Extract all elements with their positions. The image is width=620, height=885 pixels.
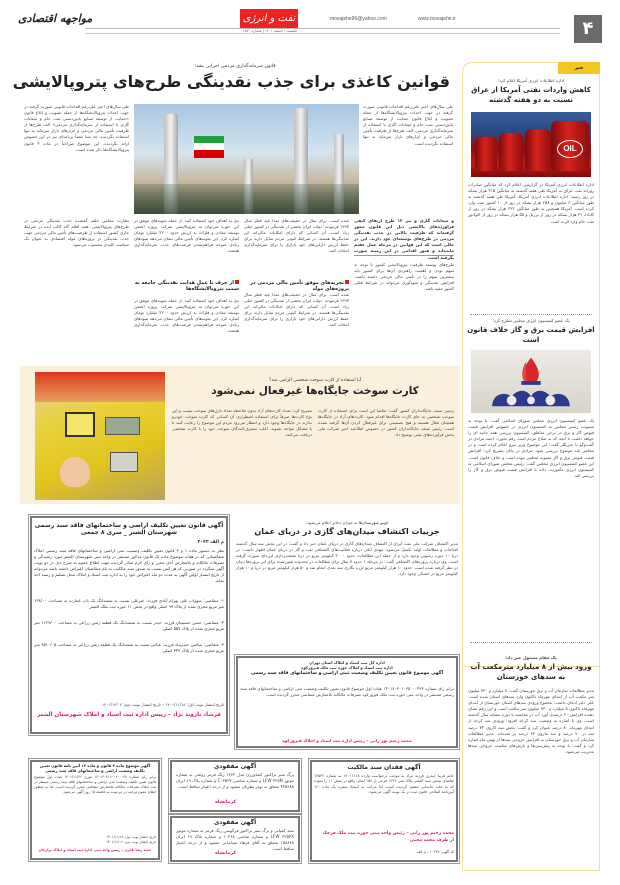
ad-main-item: ۳- متقاضی: بنیامین حیدرپناه فرزند: عباس نسبت به ششدانگ یک قطعه زمین زراعی به مساحت ۹۵۱۰/۰۵ متر مربع مجزی شده از پلاک ۷۴۹ اصلی <box>34 642 224 654</box>
ad-lost-sanad-code: کد آگهی: ۱۰۴۳۸ – م الف <box>416 850 454 854</box>
ad-lost-1-body: برگ سبز تراکتور کشاورزی مدل ۱۳۶۳ رنگ قرمز روغنی به شماره موتور LFW ۳۲۵N و شماره شاسی C۰۳۵۳۷ و شماره پلاک ۱۹ ایران ۴۴۵۳۸۸ متعلق به نوذر نظریان مفقود و از درجه اعتبار ساقط است. <box>176 772 294 790</box>
main-kicker: قانون سرمایه‌گذاری مردمی اجرایی نشد؛ <box>194 64 276 69</box>
main-col3: شده است. برای مثال در حقیقت‌های تمدا عید فطر سال ۱۳۹۷ فرمودند: دولت ایران بخشی از نقدینگی در کشور خیلی زیاد است. آن کسانی که دارای امکانات مالی‌اند این نقدینگی‌ها هستند. در شرایط کنونی مردم تمایل دارند برای حفظ ارزش دارایی‌های خود بازاری را برای سرمایه‌گذاری انتخاب کنند. <box>243 218 349 254</box>
main-col4: تیل به اهداف خود استفاده کنند. از جمله نمونه‌های موفق در این حوزه می‌توان به پتروپالایشی شرکت پروژه انجمن توسعه معادن و فلزات به ارزش حدود ۲۲۰۰ میلیارد تومان اشاره کرد. این نمونه‌های تأمین مالی نشان می‌دهد سودهای زیادی متوجه فراهم‌شدن فرصت‌های جذب سرمایه‌گذاری هستند. <box>134 218 239 254</box>
oman-headline[interactable]: جزییات اکتشاف میدان‌های گازی در دریای عمان <box>254 527 440 536</box>
ad-lost-1-city: کرمانشاه <box>215 800 236 805</box>
divider <box>470 314 592 315</box>
pump-display <box>65 412 95 437</box>
red-square-icon <box>345 280 349 284</box>
section-logo: نفت و انرژی <box>240 9 298 28</box>
ad-centre-org2: اداره ثبت اسناد و املاک حوزه ثبت ملک فیروزکوه <box>301 665 393 670</box>
story1-body: اداره اطلاعات انرژی آمریکا در گزارشی اعلام کرد که میانگین صادرات روزانه نفت عراق به آمریکا طی هفته گذشته به میانگین ۲۱۵ هزار بشکه در روز رسید. اداره اطلاعات انرژی آمریکا، آمریکا طی هفته گذشته به طور میانگین ۶ میلیون و ۲۵۸ هزار بشکه در روز از ۱۰ کشور نفت وارد کرده است. آمریکا همچنین به طور میانگین ۲۲۲ هزار بشکه در روز از کانادا، ۳۱ هزار بشکه در روز از برزیل و ۵۵ هزار بشکه در روز از اکوادور نفت خام وارد کرده است. <box>468 182 594 224</box>
story3-headline[interactable]: ورود بیش از ۸ میلیارد مترمکعب آب به سدهای خوزستان <box>470 663 592 681</box>
email-link[interactable]: movajehe96@yahoo.com <box>330 16 387 22</box>
main-right-body: طرح‌های توسعه ظرفیت پتروپالایشی کشور با توجه به سهم بودن و اهمیت راهبردی آن‌ها برای کشور باید بیشترین سهم را در تأمین مالی مردمی داشته باشند. افزایش نقدینگی و سودآوری می‌تواند در شرایط فعلی کشور مفید باشد. <box>354 262 454 292</box>
fuel-col1: رئیس صنف جایگاه‌داران کشور گفت: تقاضا این است برای استفاده از کارت سوخت شخصی به جای کارت جایگاه‌ها اقدام شود. کارت‌های آزاد در جایگاه‌ها همچنان فعال هستند و هیچ تصمیمی برای غیرفعال کردن آن‌ها گرفته نشده است. رئیس صنف جایگاه‌داران کشور در خصوص اطلاعیه اخیر شرکت ملی پخش فرآورده‌های نفتی توضیح داد. <box>318 408 454 438</box>
ad-main-item: ۱- متقاضی: سهراب علی بهرام آبادی فرزند: خیرعلی نسبت به ششدانگ یک باب عمارت به مساحت ۱۲۸/۰۰ متر مربع مجزی شده از پلاک ۹۷ اصلی واقع در بخش ۱۱ حوزه ثبت ملک الشتر <box>34 598 224 610</box>
barrel <box>475 137 497 171</box>
hand <box>60 457 90 487</box>
red-square-icon <box>235 280 239 284</box>
story3-body: مدیر مطالعات سازمان آب و برق خوزستان گفت: ۸ میلیارد و ۷۳۰ میلیون متر مکعب آب از ابتدای مهرماه تاکنون وارد سدهای استان شده است. علی دلیر اذعان داشت: مجموع ورودی سدهای استان خوزستان از ابتدای مهرماه تاکنون ۸ میلیارد و ۷۳۰ میلیون متر مکعب است و این رقم نشان دهنده افزایش ۲۰ درصدی آورد آب در مقایسه با دوره مشابه سال گذشته است. وی با اشاره به وضعیت سد کرخه افزود: ورودی سد کرخه از ابتدای مهرماه ۸۰ درصد عنوان کرد و گفت: بخش سد کارون ۷۴ درصد سد دز ۷۰ درصد و سد مارون ۶۳ درصد پر شده‌اند. مدیر مطالعات سازمان آب و برق خوزستان به افزایش خروجی سدها از بهمن ماه اشاره کرد و گفت: با توجه به پیش‌بینی‌ها و بارش‌های مناسب خروجی سدها مدیریت می‌شود. <box>468 688 594 754</box>
divider <box>470 642 592 643</box>
header-rule-2 <box>85 33 560 34</box>
ad-left-signature: حمید رضا باقری – رییس واحد ثبتی اداره ثبت اسناد و املاک برازجان <box>38 848 152 852</box>
main-col4-cont: تیل به اهداف خود استفاده کنند. از جمله نمونه‌های موفق در این حوزه می‌توان به پتروپالایشی شرکت پروژه انجمن توسعه معادن و فلزات به ارزش حدود ۲۲۰۰ میلیارد تومان اشاره کرد. این نمونه‌های تأمین مالی نشان می‌دهد سودهای زیادی متوجه فراهم‌شدن فرصت‌های جذب سرمایه‌گذاری هستند. <box>134 298 239 334</box>
fuel-pump-photo <box>35 372 165 500</box>
ad-centre-signature: محمد رحیم پور رانی – رییس اداره ثبت اسناد و املاک فیروزکوه <box>282 738 412 743</box>
fuel-kicker: آیا استفاده از کارت سوخت شخصی الزامی شد؟ <box>268 378 362 383</box>
first-pub-date: تاریخ انتشار نوبت اول: ۱۴۰۱/۱۱/۱۸ <box>165 702 224 707</box>
iran-flag-icon <box>194 136 224 158</box>
story3-frame <box>462 667 600 871</box>
ad-centre-org1: اداره کل ثبت اسناد و املاک استان تهران <box>309 660 385 665</box>
ad-lost-sanad-signature: محمد رحیم پور رانی – رئیس واحد ثبتی حوزه ثبت ملک فرچک <box>322 831 454 836</box>
ad-left-title: آگهی موضوع ماده ۳ قانون و ماده ۱۳ آئین نامه قانون تعیین تکلیف وضعیت اراضی و ساختمانهای فاقد سند رسمی <box>39 763 151 773</box>
ad-main-item: ۲- متقاضی: حسن حسینیان فرزند: حیدر نسبت به ششدانگ یک قطعه زمین زراعی به مساحت ۱۱۲۹/۰۰ متر مربع مجزی شده از پلاک ۵۵۷ اصلی <box>34 620 224 632</box>
subhead-1-text: تجربه‌های موفق تأمین مالی مردمی در پروژه‌های مولد <box>250 280 349 292</box>
main-col2: طی سال‌های اخیر علی‌رغم اقدامات قانونی صورت گرفته در جهت احداث پتروپالایشگاه‌ها از جمله تصویب و ابلاغ قانون حمایت از توسعه صنایع پایین‌دستی نفت خام و میعانات گازی با استفاده از سرمایه‌گذاری مردمی، الف طرح‌ها از ظرفیت تأمین مالی مردمی و ابزارهای بازار سرمایه نه تنها استفاده نگردیده است. <box>363 104 453 146</box>
ad-lost-sanad-signature-2: از طرف محمد محبی <box>409 838 454 843</box>
oil-logo-icon: OIL <box>557 140 583 158</box>
ad-main-title: آگهی قانون تعیین تکلیف اراضی و ساختمانهای فاقد سند رسمی شهرستان الشتر _ سری ۸ جمعی <box>34 522 224 536</box>
story2-headline[interactable]: افزایش قیمت برق و گاز خلاف قانون است <box>467 326 595 344</box>
ad-lost-2-body: سند کمپانی و برگ سبز تراکتور فرگوسن رنگ قرمز به شماره موتور LFW ۳۲۵۴X و شماره شاسی ۱۰۲۶۸ و شماره پلاک ۱۹ ایران ۱۵۸۸۶۸ متعلق به آقای فرهاد سیاه‌بانی مفقود و از درجه اعتبار ساقط است. <box>176 828 294 852</box>
oman-body: مدیر اکتشاف شرکت ملی نفت ایران از اکتشاف میدان‌های گازی در دریای عمان خبر داد و گفت: در این بخش سه سال گذشته اقدامات و مطالعات اولیه تکمیل می‌شود. مهدی انکی درباره فعالیت‌های اکتشافی نفت و گاز در دریای عمان اظهار داشت: در دریا ۱۰ حوزه رسوبی وجود دارد و از جمله این مطالعات، حدود ۲۰۰۰ کیلومتر مربع در دریا نقشه‌برداری لرزه‌ای صورت گرفته است. وی درباره پروژه‌های اکتشافی گفت: در مرحله ۱ حدود ۷ سال برای مطالعات در محدوده تعیین‌شده برای این پروژه‌ها زمان در نظر گرفته شده است. حدود ۱۰ هزار کیلومتر مربع لرزه نگاری سه بعدی انجام شد و ۵۰ هزار کیلومتر مربع در دریا و ۱۰ هزار کیلومتر مربع در خشکی وجود دارد. <box>236 541 458 577</box>
main-right-intro: و میعانات گازی و نیز ۱۲ طرح ارتقای کیفی فراورده‌های پالایشی ذیل این قانون مجوز گرفته‌اند که ظرفیت بالایی در جذب نقدینگی مردمی در طرح‌های توسعه‌ای خود دارند. این در حالی است که این قوانین در مرحله عمل عقیم مانده‌اند و هنوز اقدامی در این زمینه صورت نگرفته است. <box>354 218 454 260</box>
ad-left-date2: تاریخ انتشار نوبت دوم: ۱۴۰۱/۱۲/۰۲ <box>106 840 156 844</box>
gas-company-photo <box>471 350 591 413</box>
fuel-col2: تصریح کرد: تعداد کارت‌های آزاد بدون ملاحظه تعداد نازل‌های سوخت نیست و این نوع کارت‌ها صرفاً برای استفاده اضطراری آن کسانی که کارت سوخت خودرو ندارند در جایگاه‌ها وجود دارد و انتظار می‌رود مردم این موضوع را رعایت کنند تا با مشکل مواجه نشوند. اغلب مصرف‌کنندگان سوخت خود را با کارت شخصی دریافت می‌کنند. <box>172 408 312 438</box>
page-number: ۴ <box>574 15 602 43</box>
main-headline[interactable]: قوانین کاغذی برای جذب نقدینگی طرح‌های پتروپالایشی <box>12 72 450 91</box>
subhead-1 <box>244 280 349 292</box>
ad-main-signature: فرشاد بازوند نژاد – رییس اداره ثبت اسناد و املاک شهرستان الشتر <box>37 712 221 718</box>
story1-kicker: اداره اطلاعات انرژی آمریکا اعلام کرد: <box>497 78 565 83</box>
barrel <box>499 133 523 171</box>
issue-info: یکشنبه ۱ اسفند ۱۴۰۱ | شماره ۱۵۲۰ <box>242 29 298 33</box>
brand-logo: مواجهه اقتصادی <box>18 12 93 25</box>
website-link[interactable]: www.movajehe.ir <box>418 16 456 22</box>
news-tag: خبر <box>558 62 600 74</box>
story2-kicker: یک عضو کمیسیون انرژی مجلس مطرح کرد: <box>492 318 570 323</box>
story2-body: یک عضو کمیسیون انرژی مجلس شورای اسلامی گفت: با توجه به مصوبت رئیس مجلس به کمیسیون انرژی در خصوص افزایش قیمت قبوض گاز و برق در برخی مناطق، کمیسیون بررسی همه جانبه ای را خواهد داشت تا آنچه که به صلاح مردم است رقم بخورد. احمد مرادی در گفت‌وگو با خبرنگار گفت: این موضوع وزیر نیرو اعلام کرده است و در مجلس باید موضوع بررسی شود. مرادی در پایان تصریح کرد: افزایش قیمت قبوض برق و گاز مصوبه مجلس نبوده است و خلاف قانون است. این عضو کمیسیون انرژی مجلس گفت: رئیس مجلس شورای اسلامی به کمیسیون انرژی مأموریت داده تا افزایش قیمت قبوض برق و گاز را بررسی کند. <box>468 418 594 478</box>
ad-main-ref: م الف ۳۰۴۲ <box>197 540 224 545</box>
fuel-headline[interactable]: کارت سوخت جایگاه‌ها غیرفعال نمی‌شود <box>211 385 419 397</box>
pump-screen <box>105 417 140 435</box>
refinery-photo <box>134 104 359 214</box>
ad-lost-sanad-body: خانم فریبا حیدری فرزند مراد به موجب درخواست وارده ۱۴۰۱۱۱۱۸ به شماره ۱۳۵۳۲ تقاضای صدور سند المثنی پلاک ثبتی ۱۲۲۴ فرعی از ۱۵۴ اصلی واقع در بخش ۱۱ را نموده که به علت جابجایی مفقود گردیده است. لذا مراتب به استناد تبصره یک ماده ۱۲۰ آیین‌نامه اصلاحی قانون ثبت در یک نوبت آگهی می‌شود. <box>314 773 454 795</box>
nioc-flame-logo-icon <box>471 350 591 413</box>
subhead-2-text: از حرف تا عمل هدایت نقدینگی جامعه به سمت پتروپالایشگاه‌ها <box>134 280 239 292</box>
oil-barrels-photo <box>471 112 591 177</box>
header-rule <box>85 28 560 29</box>
ad-centre-title: آگهی موضوع قانون تعیین تکلیف وضعیت ثبتی اراضی و ساختمانهای فاقد سند رسمی <box>250 671 444 676</box>
pump-keypad <box>110 452 138 472</box>
oman-kicker: اوپیو شهرستان‌ها به میزان ذخایر اعلام می‌شود: <box>305 520 389 525</box>
second-pub-date: تاریخ انتشار نوبت دوم: ۱۴۰۱/۱۲/۰۲ <box>102 702 161 707</box>
barrel <box>525 129 551 171</box>
main-col1: طی سال‌های اخیر علی‌رغم اقدامات قانونی صورت گرفته در جهت احداث پتروپالایشگاه‌ها از جمله تصویب و ابلاغ قانون «حمایت از توسعه صنایع پایین‌دستی نفت خام و میعانات گازی با استفاده از سرمایه‌گذاری مردمی» الف طرح‌ها از ظرفیت تأمین مالی مردمی و ابزارهای بازار سرمایه نه تنها استفاده نگردیده، چه بسا بعضاً برنامه‌ای نیز در این خصوص ارائه نگردیده. این موضوع صراحتاً در ماده ۴ قانون پتروپالایشگاه‌ها ذکر شده است. <box>24 104 129 152</box>
ad-left-date1: تاریخ انتشار نوبت اول: ۱۴۰۱/۱۱/۱۸ <box>106 835 156 839</box>
ad-centre-body: برابر رای شماره ۱۴۰۱۶۰۳۰۱۰۳۵۰۰۰۴۳۳ هیات اول موضوع قانون تعیین تکلیف وضعیت ثبتی اراضی و ساختمانهای فاقد سند رسمی مستقر در واحد ثبتی حوزه ثبت ملک فیروزکوه تصرفات مالکانه بلامعارض متقاضی محرز گردیده است. <box>240 686 454 698</box>
ad-left-body: برابر رای شماره ۱۴۰۱۶۰۳۱۶۰۰۲۰۰۰۴۷ مورخ ۱۴۰۱/۱۱/۲۶ هیات اول موضوع قانون تعیین تکلیف وضعیت ثبتی اراضی و ساختمانهای فاقد سند رسمی مستقر در ثبت املاک تصرفات مالکانه بلامعارض متقاضی محرز گردیده است. لذا به منظور اطلاع عموم مراتب در دو نوبت به فاصله ۱۵ روز آگهی می‌شود. <box>34 775 156 794</box>
story1-headline[interactable]: کاهش واردات نفتی آمریکا از عراق نسبت به دو هفته گذشته <box>471 86 591 104</box>
ad-lost-2-city: کرمانشاه <box>215 851 236 856</box>
ad-lost-1-title: آگهی مفقودی <box>213 763 257 770</box>
main-col5: نظارت مجلس حلقه گمشده جذب نقدینگی مردمی در طرح‌های پتروپالایشی. همه اقلام گاه کالب ایده در شرایط جاری کشور استفاده از ظرفیت‌های تأمین مالی مردمی جهت جذب نقدینگی در پروژه‌های مولد اقتصادی به عنوان یک سیاست کلیدی محسوب می‌شود. <box>24 218 129 248</box>
ad-main-body: نظر به دستور ماده ۱ و ۳ قانون تعیین تکلیف وضعیت ثبتی اراضی و ساختمانهای فاقد سند رسمی املاک متقاضیانی که در هیات موضوع ماده یک قانون مذکور مستقر در واحد ثبتی شهرستان الشتر مورد رسیدگی و تصرفات مالکانه و بلامعارض آنان محرز و رای لازم صادر گردیده جهت اطلاع عموم به شرح ذیل در دو نوبت آگهی میگردد در صورتی که هر کس نسبت به صدور سند مالکیت به نام متقاضیان اعتراض داشته باشد می‌تواند از تاریخ انتشار اولین آگهی به مدت دو ماه اعتراض خود را به اداره ثبت اسناد و املاک محل تسلیم و رسید اخذ نماید. <box>34 548 224 584</box>
story3-kicker: یک مقام مسئول خبر داد: <box>505 655 557 660</box>
ad-main-dates: تاریخ انتشار نوبت اول: ۱۴۰۱/۱۱/۱۸ – تاریخ انتشار نوبت دوم: ۱۴۰۱/۱۲/۰۲ <box>102 702 224 707</box>
main-col3-cont: شده است. برای مثال در حقیقت‌های تمدا عید فطر سال ۱۳۹۷ فرمودند: دولت ایران بخشی از نقدینگی در کشور خیلی زیاد است. آن کسانی که دارای امکانات مالی‌اند این نقدینگی‌ها هستند. در شرایط کنونی مردم تمایل دارند برای حفظ ارزش دارایی‌های خود بازاری را برای سرمایه‌گذاری انتخاب کنند. <box>243 292 349 328</box>
subhead-2 <box>134 280 239 292</box>
ad-lost-sanad-title: آگهی فقدان سند مالکیت <box>347 764 421 771</box>
ad-lost-2-title: آگهی مفقودی <box>213 819 257 826</box>
